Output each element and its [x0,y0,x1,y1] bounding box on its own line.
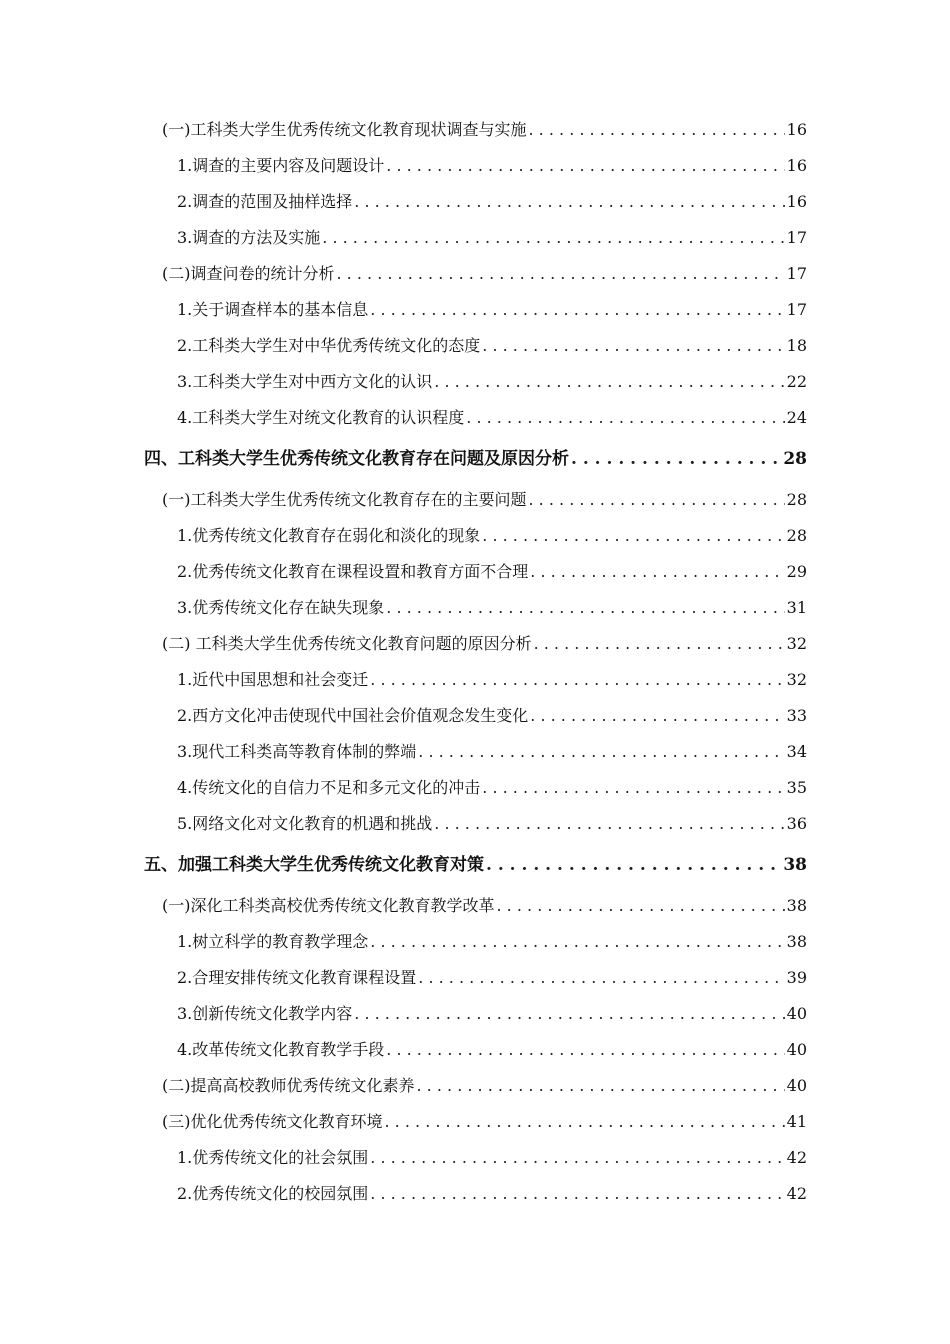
toc-subsection-entry[interactable] [0,554,950,590]
toc-subsection-entry[interactable] [0,364,950,400]
toc-entry-label: 五、加强工科类大学生优秀传统文化教育对策 [144,855,484,875]
toc-entry-label: 4.传统文化的自信力不足和多元文化的冲击 [177,778,481,797]
table-of-contents [0,112,950,1212]
toc-entry-page-number: 38 [786,932,807,951]
toc-entry-label: (一)深化工科类高校优秀传统文化教育教学改革 [162,896,495,915]
toc-dot-leader [370,292,784,328]
toc-dot-leader [354,184,784,220]
toc-entry-label: 2.优秀传统文化的校园氛围 [177,1184,369,1203]
toc-dot-leader [529,482,785,518]
toc-dot-leader [385,1104,785,1140]
toc-subsection-entry[interactable] [0,220,950,256]
toc-entry-page-number: 22 [786,372,807,391]
toc-dot-leader [354,996,784,1032]
toc-dot-leader [482,518,784,554]
toc-entry-page-number: 29 [786,562,807,581]
toc-dot-leader [530,554,784,590]
toc-subsection-entry[interactable] [0,960,950,996]
toc-entry-label: 1.近代中国思想和社会变迁 [177,670,369,689]
toc-subsection-entry[interactable] [0,518,950,554]
toc-entry-page-number: 41 [786,1112,807,1131]
toc-subsection-entry[interactable] [0,806,950,842]
toc-entry-label: 2.调查的范围及抽样选择 [177,192,353,211]
toc-entry-label: 3.调查的方法及实施 [177,228,321,247]
toc-dot-leader [370,924,784,960]
toc-dot-leader [370,662,784,698]
toc-subsection-entry[interactable] [0,996,950,1032]
toc-entry-page-number: 17 [786,300,807,319]
toc-entry-page-number: 32 [786,670,807,689]
toc-dot-leader [386,148,784,184]
toc-entry-page-number: 28 [786,526,807,545]
toc-dot-leader [418,734,784,770]
toc-entry-page-number: 36 [786,814,807,833]
toc-entry-page-number: 16 [786,156,807,175]
toc-entry-label: (一)工科类大学生优秀传统文化教育现状调查与实施 [162,120,527,139]
toc-dot-leader [370,1140,784,1176]
toc-subsection-entry[interactable] [0,184,950,220]
toc-dot-leader [486,842,781,888]
toc-subsection-entry[interactable] [0,328,950,364]
toc-entry-label: 2.优秀传统文化教育在课程设置和教育方面不合理 [177,562,529,581]
toc-entry-page-number: 24 [786,408,807,427]
toc-subsection-entry[interactable] [0,400,950,436]
toc-subsection-entry[interactable] [0,698,950,734]
toc-entry-label: 4.工科类大学生对统文化教育的认识程度 [177,408,465,427]
toc-entry-page-number: 35 [786,778,807,797]
toc-dot-leader [386,590,784,626]
toc-section-entry[interactable] [0,626,950,662]
toc-entry-page-number: 16 [786,192,807,211]
toc-entry-page-number: 28 [786,490,807,509]
toc-entry-label: 1.树立科学的教育教学理念 [177,932,369,951]
toc-entry-page-number: 17 [786,228,807,247]
toc-chapter-entry[interactable] [0,842,950,888]
toc-entry-label: 1.优秀传统文化教育存在弱化和淡化的现象 [177,526,481,545]
toc-subsection-entry[interactable] [0,1032,950,1068]
toc-entry-label: (二) 工科类大学生优秀传统文化教育问题的原因分析 [162,634,532,653]
toc-entry-label: 四、工科类大学生优秀传统文化教育存在问题及原因分析 [144,449,569,469]
toc-dot-leader [417,1068,785,1104]
toc-subsection-entry[interactable] [0,148,950,184]
toc-dot-leader [386,1032,784,1068]
toc-dot-leader [337,256,785,292]
toc-dot-leader [434,806,784,842]
toc-subsection-entry[interactable] [0,734,950,770]
toc-entry-label: 2.工科类大学生对中华优秀传统文化的态度 [177,336,481,355]
toc-subsection-entry[interactable] [0,770,950,806]
toc-dot-leader [482,770,784,806]
toc-dot-leader [418,960,784,996]
toc-entry-page-number: 33 [786,706,807,725]
toc-section-entry[interactable] [0,1104,950,1140]
toc-entry-page-number: 34 [786,742,807,761]
toc-subsection-entry[interactable] [0,590,950,626]
toc-entry-label: 3.创新传统文化教学内容 [177,1004,353,1023]
toc-entry-page-number: 28 [783,449,807,469]
toc-dot-leader [497,888,785,924]
toc-dot-leader [466,400,784,436]
toc-entry-page-number: 42 [786,1148,807,1167]
toc-section-entry[interactable] [0,256,950,292]
toc-entry-label: 2.西方文化冲击使现代中国社会价值观念发生变化 [177,706,529,725]
toc-dot-leader [534,626,785,662]
toc-entry-page-number: 31 [786,598,807,617]
toc-entry-label: 3.工科类大学生对中西方文化的认识 [177,372,433,391]
toc-entry-page-number: 38 [786,896,807,915]
toc-chapter-entry[interactable] [0,436,950,482]
toc-entry-label: (一)工科类大学生优秀传统文化教育存在的主要问题 [162,490,527,509]
toc-dot-leader [571,436,781,482]
toc-section-entry[interactable] [0,1068,950,1104]
toc-subsection-entry[interactable] [0,1176,950,1212]
toc-entry-label: (三)优化优秀传统文化教育环境 [162,1112,383,1131]
toc-section-entry[interactable] [0,112,950,148]
toc-subsection-entry[interactable] [0,1140,950,1176]
toc-entry-page-number: 42 [786,1184,807,1203]
toc-dot-leader [322,220,784,256]
toc-entry-label: 5.网络文化对文化教育的机遇和挑战 [177,814,433,833]
toc-dot-leader [529,112,785,148]
toc-entry-label: (二)调查问卷的统计分析 [162,264,335,283]
toc-entry-page-number: 38 [783,855,807,875]
toc-subsection-entry[interactable] [0,924,950,960]
toc-entry-page-number: 32 [786,634,807,653]
toc-dot-leader [434,364,784,400]
toc-entry-page-number: 40 [786,1076,807,1095]
toc-entry-page-number: 16 [786,120,807,139]
toc-dot-leader [530,698,784,734]
toc-entry-label: 1.优秀传统文化的社会氛围 [177,1148,369,1167]
toc-entry-page-number: 17 [786,264,807,283]
toc-section-entry[interactable] [0,482,950,518]
toc-subsection-entry[interactable] [0,662,950,698]
toc-entry-page-number: 40 [786,1004,807,1023]
toc-entry-label: 3.优秀传统文化存在缺失现象 [177,598,385,617]
toc-entry-page-number: 39 [786,968,807,987]
toc-entry-page-number: 40 [786,1040,807,1059]
toc-dot-leader [482,328,784,364]
toc-entry-label: (二)提高高校教师优秀传统文化素养 [162,1076,415,1095]
toc-entry-label: 1.关于调查样本的基本信息 [177,300,369,319]
toc-entry-label: 3.现代工科类高等教育体制的弊端 [177,742,417,761]
toc-entry-label: 2.合理安排传统文化教育课程设置 [177,968,417,987]
toc-subsection-entry[interactable] [0,292,950,328]
toc-dot-leader [370,1176,784,1212]
toc-entry-label: 1.调查的主要内容及问题设计 [177,156,385,175]
toc-entry-label: 4.改革传统文化教育教学手段 [177,1040,385,1059]
toc-entry-page-number: 18 [786,336,807,355]
toc-section-entry[interactable] [0,888,950,924]
